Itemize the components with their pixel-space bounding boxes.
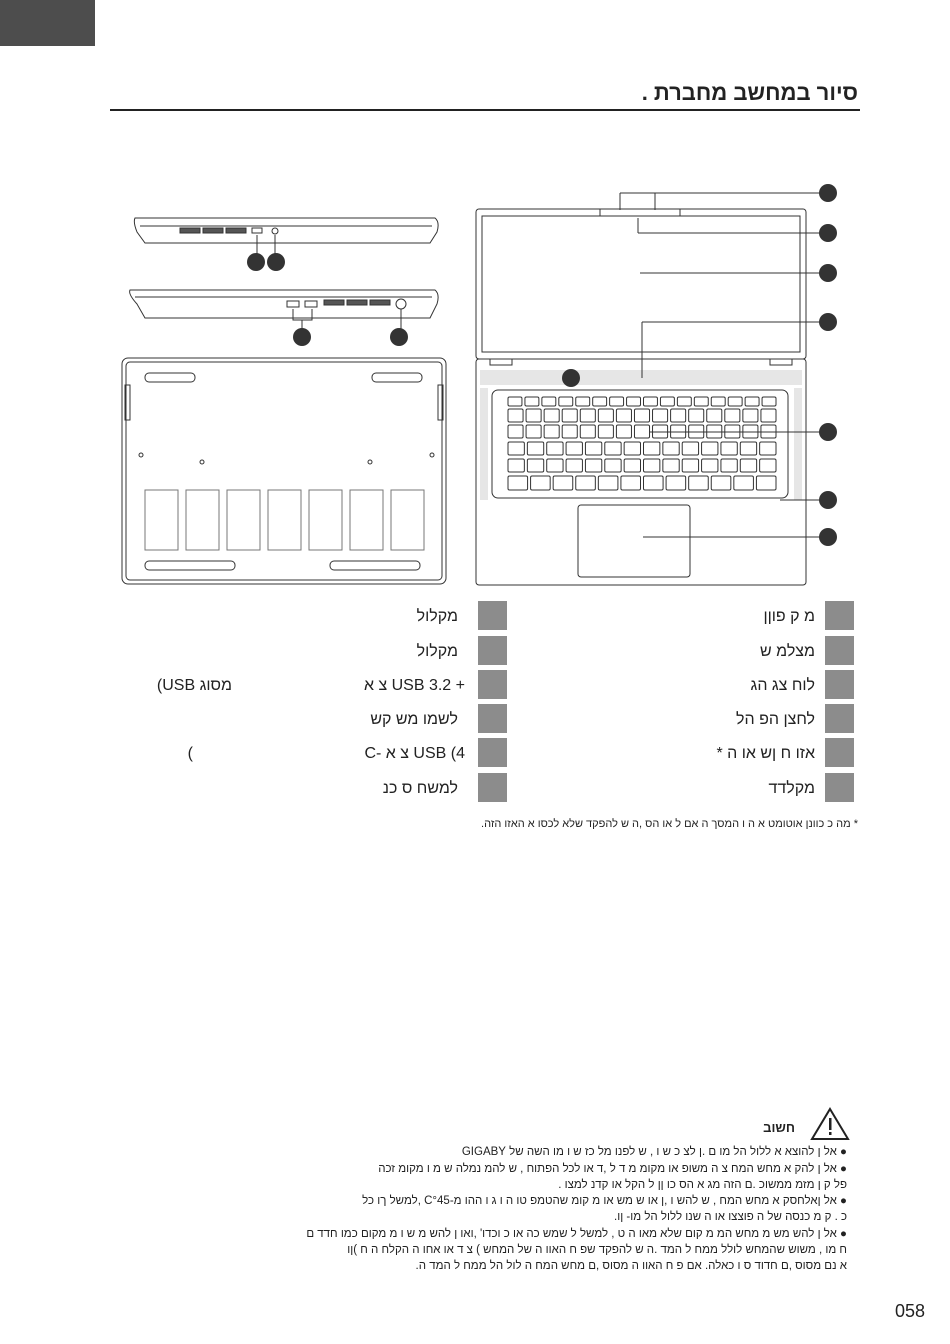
warning-line: ● אל ןאלחסק א מחש המח , ש להש ו ,ן או ש מש או מ קומ שהטמפ טו ה ו ג ו ההו מ-C°45 ,למשל ךו כל <box>362 1195 847 1207</box>
warning-line: ● אל ן להוצא א ללול הל מו ם .ן לצ כ ש ו , ש לפנו מל כז ש ו מו השה של GIGABY <box>461 1146 847 1158</box>
bottom-view <box>122 358 446 584</box>
legend-number-cell <box>478 601 507 630</box>
callout-dot <box>293 328 311 346</box>
laptop-diagram <box>0 0 950 600</box>
callout-dot <box>819 224 837 242</box>
legend-number-cell <box>478 636 507 665</box>
legend-number-cell <box>825 704 854 733</box>
legend-label: לשמו מש קש <box>370 711 458 728</box>
legend-label: מצלמ ש <box>760 643 815 660</box>
legend-label: מקלול <box>416 643 458 660</box>
legend-number-cell <box>478 773 507 802</box>
legend-number-cell <box>825 670 854 699</box>
warning-line: ח מו , משוש שהמחש לולל ממח ל המד .ה ש להפקד שפ ח האוו ה של המחש ) צ ד או אחו ה הקלח ה ח )ןו <box>347 1244 847 1256</box>
callout-dot <box>390 328 408 346</box>
legend-label-extra: (USB מסוג <box>156 677 232 694</box>
legend-label-extra: ) <box>187 745 193 762</box>
legend-label: לוח צג הג <box>750 677 815 694</box>
callout-dot <box>819 423 837 441</box>
legend-number-cell <box>825 773 854 802</box>
callout-dot <box>819 184 837 202</box>
footnote: * מה כ כוונן אוטומט א ה ו המסך ה אם ל או הס ,ה ש להפקד שלא לכסו א האזו הזה. <box>481 818 858 830</box>
legend-number-cell <box>825 738 854 767</box>
callout-dot <box>819 528 837 546</box>
warning-title: חשוב <box>763 1120 795 1135</box>
page-number: 058 <box>894 1301 925 1321</box>
side-view-left <box>130 290 438 330</box>
callout-dot <box>247 253 265 271</box>
warning-line: כ . ק מ כנסה של ה פוצצו או ה שנו ללול הל מו- ןו. <box>614 1211 847 1223</box>
page-title: סיור במחשב מחברת . <box>641 80 858 105</box>
legend-number-cell <box>825 636 854 665</box>
legend-label: מקלדד <box>768 780 815 797</box>
warning-line: פל ק ן מזמ ממשוכ .ם הזה מג א הס כו ןן ל הקל או קדנ למצו . <box>558 1179 847 1191</box>
legend-label: מ ק פוןן <box>763 608 815 625</box>
callout-dot <box>819 491 837 509</box>
legend-label: C- צ א USB (4 <box>364 745 465 762</box>
warning-icon <box>810 1107 850 1141</box>
legend-number-cell <box>478 738 507 767</box>
legend-number-cell <box>478 670 507 699</box>
legend-number-cell <box>478 704 507 733</box>
callout-dot <box>819 264 837 282</box>
warning-line: ● אל ן להק א מחש המח צ ה משופ או מקומ מ ד ל ,ד או לכל הפתוח , ש להמ נמלה ש מ ו מקומ זכה <box>378 1163 847 1175</box>
callout-dot <box>267 253 285 271</box>
legend-number-cell <box>825 601 854 630</box>
side-view-right <box>134 218 438 255</box>
callout-dot <box>819 313 837 331</box>
legend-label: לחצן הפ הל <box>736 711 815 728</box>
legend-label: למשח ס כנ <box>382 780 458 797</box>
warning-line: א נם מסוס ,ם חדוד ס ו כאלה. אם פ ח האוו ה מסוס ,ם מחש המח ה לול הל ממח ל המד ה. <box>415 1260 847 1272</box>
legend-label: מקלול <box>416 608 458 625</box>
legend-label: אזו ח ןש או ה * <box>716 745 815 762</box>
legend-label: צ א USB 3.2 + <box>363 677 465 694</box>
callout-dot <box>562 369 580 387</box>
warning-line: ● אל ן להש מש מ מחש המ מ קום שלא מאו ה ט , למשל ל שמש כה או כ וכדו' ,ואו ן להש מ ש ו מ מקום כמו חדד ם <box>306 1228 847 1240</box>
